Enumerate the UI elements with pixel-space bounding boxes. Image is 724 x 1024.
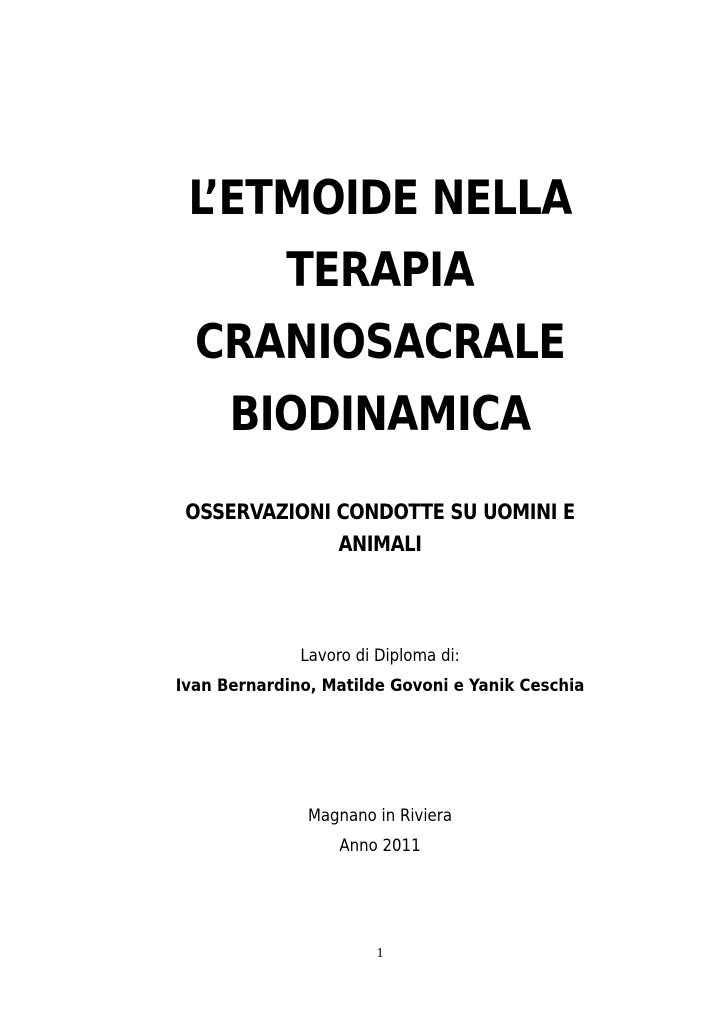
thesis-authors: Ivan Bernardino, Matilde Govoni e Yanik Ceschia [175, 676, 585, 696]
subtitle-line: ANIMALI [338, 532, 422, 556]
year-text: Anno 2011 [339, 836, 421, 856]
title-line: CRANIOSACRALE [195, 315, 565, 370]
thesis-label: Lavoro di Diploma di: [300, 646, 460, 666]
thesis-info [142, 641, 617, 701]
place-text: Magnano in Riviera [307, 806, 453, 826]
page-number: 1 [376, 946, 384, 961]
title-line: BIODINAMICA [229, 387, 531, 442]
title-line: TERAPIA [286, 243, 474, 298]
title-line: L’ETMOIDE NELLA [188, 171, 572, 226]
place-date [142, 801, 617, 861]
subtitle-line: OSSERVAZIONI CONDOTTE SU UOMINI E [185, 500, 575, 524]
document-subtitle [165, 496, 595, 560]
document-title [182, 163, 578, 451]
